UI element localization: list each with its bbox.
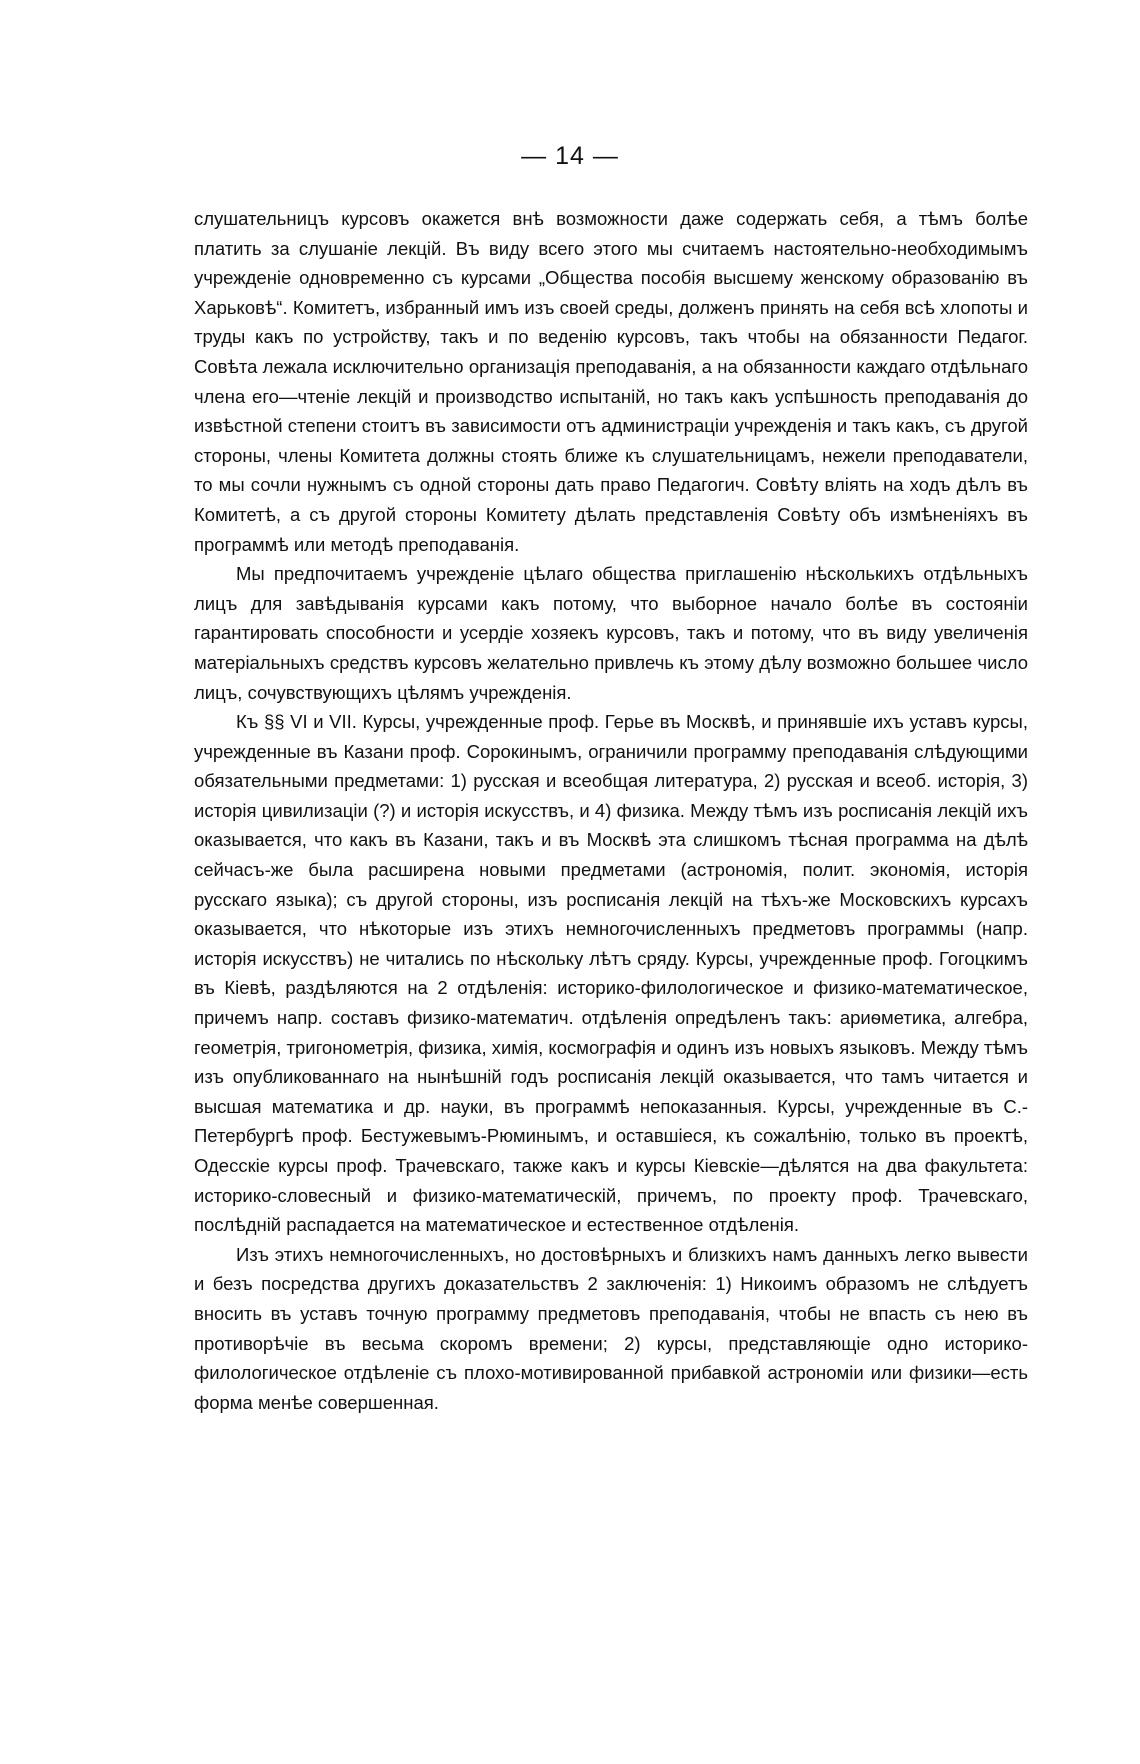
paragraph-3: Къ §§ VI и VII. Курсы, учрежденные проф. Герье въ Москвѣ, и принявшіе ихъ уставъ курсы, учрежденные въ Казани проф. Сорокинымъ, ограничили программу преподаванія слѣдующими обязательными предметами: 1) русская и всеобщая литература, 2) русская и всеоб. исторія, 3) исторія цивилизаціи (?) и исторія искусствъ, и 4) физика. Между тѣмъ изъ росписанія лекцій ихъ оказывается, что какъ въ Казани, такъ и въ Москвѣ эта слишкомъ тѣсная программа на дѣлѣ сейчасъ-же была расширена новыми предметами (астрономія, полит. экономія, исторія русскаго языка); съ другой стороны, изъ росписанія лекцій на тѣхъ-же Московскихъ курсахъ оказывается, что нѣкоторые изъ этихъ немногочисленныхъ предметовъ программы (напр. исторія искусствъ) не читались по нѣскольку лѣтъ сряду. Курсы, учрежденные проф. Гогоцкимъ въ Кіевѣ, раздѣляются на 2 отдѣленія: историко-филологическое и физико-математическое, причемъ напр. составъ физико-математич. отдѣленія опредѣленъ такъ: ариѳметика, алгебра, геометрія, тригонометрія, физика, химія, космографія и одинъ изъ новыхъ языковъ. Между тѣмъ изъ опубликованнаго на нынѣшній годъ росписанія лекцій оказывается, что тамъ читается и высшая математика и др. науки, въ программѣ непоказанныя. Курсы, учрежденные въ С.-Петербургѣ проф. Бестужевымъ-Рюминымъ, и оставшіеся, къ сожалѣнію, только въ проектѣ, Одесскіе курсы проф. Трачевскаго, также какъ и курсы Кіевскіе—дѣлятся на два факультета: историко-словесный и физико-математическій, причемъ, по проекту проф. Трачевскаго, послѣдній распадается на математическое и естественное отдѣленія. xyxy=(194,711,1028,1236)
paragraph-4: Изъ этихъ немногочисленныхъ, но достовѣрныхъ и близкихъ намъ данныхъ легко вывести и безъ посредства другихъ доказательствъ 2 заключенія: 1) Никоимъ образомъ не слѣдуетъ вносить въ уставъ точную программу предметовъ преподаванія, чтобы не впасть съ нею въ противорѣчіе въ весьма скоромъ времени; 2) курсы, представляющіе одно историко-филологическое отдѣленіе съ плохо-мотивированной прибавкой астрономіи или физики—есть форма менѣе совершенная. xyxy=(194,1243,1028,1413)
paragraph-2: Мы предпочитаемъ учрежденіе цѣлаго общества приглашенію нѣсколькихъ отдѣльныхъ лицъ для завѣдыванія курсами какъ потому, что выборное начало болѣе въ состояніи гарантировать способности и усердіе хозяекъ курсовъ, такъ и потому, что въ виду увеличенія матеріальныхъ средствъ курсовъ желательно привлечь къ этому дѣлу возможно большее число лицъ, сочувствующихъ цѣлямъ учрежденія. xyxy=(194,563,1028,703)
page-number: — 14 — xyxy=(521,142,619,170)
paragraph-1: слушательницъ курсовъ окажется внѣ возможности даже содержать себя, а тѣмъ болѣе платить за слушаніе лекцій. Въ виду всего этого мы считаемъ настоятельно-необходимымъ учрежденіе одновременно съ курсами „Общества пособія высшему женскому образованію въ Харьковѣ“. Комитетъ, избранный имъ изъ своей среды, долженъ принять на себя всѣ хлопоты и труды какъ по устройству, такъ и по веденію курсовъ, такъ чтобы на обязанности Педагог. Совѣта лежала исключительно организація преподаванія, а на обязанности каждаго отдѣльнаго члена его—чтеніе лекцій и производство испытаній, но такъ какъ успѣшность преподаванія до извѣстной степени стоитъ въ зависимости отъ администраціи учрежденія и такъ какъ, съ другой стороны, члены Комитета должны стоять ближе къ слушательницамъ, нежели преподаватели, то мы сочли нужнымъ съ одной стороны дать право Педагогич. Совѣту вліять на ходъ дѣлъ въ Комитетѣ, а съ другой стороны Комитету дѣлать представленія Совѣту объ измѣненіяхъ въ программѣ или методѣ преподаванія. xyxy=(194,208,1028,555)
body-text xyxy=(194,204,1028,1417)
